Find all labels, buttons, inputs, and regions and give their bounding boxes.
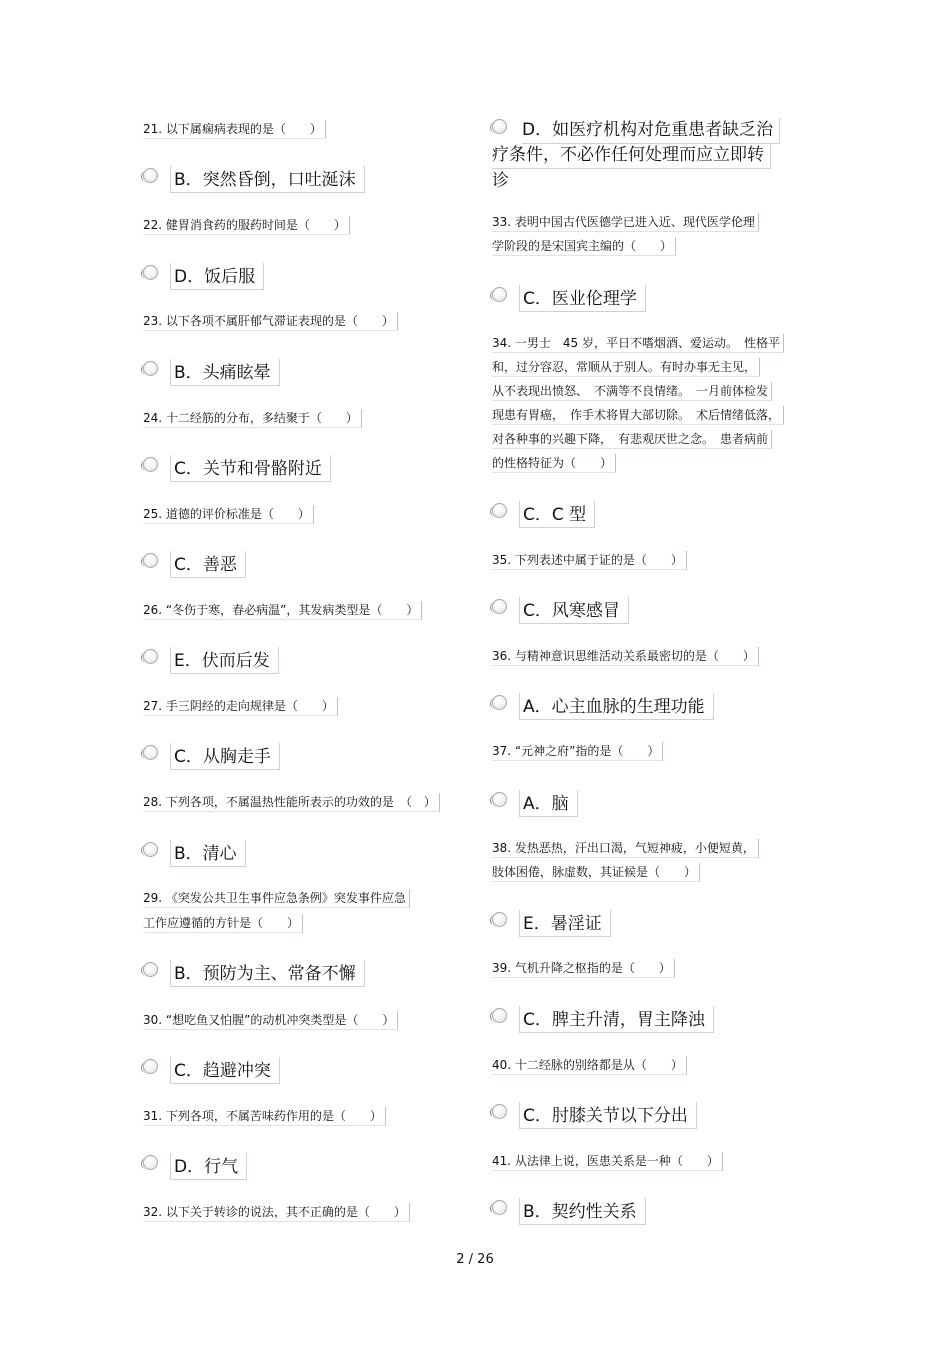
radio-icon[interactable] bbox=[492, 119, 507, 134]
answer-label: D．行气 bbox=[170, 1153, 247, 1180]
question-29-line-2: 工作应遵循的方针是（ ） bbox=[143, 914, 303, 933]
radio-icon[interactable] bbox=[492, 599, 507, 614]
answer-32-text-2 bbox=[492, 143, 771, 194]
answer-label: B．预防为主、常备不懈 bbox=[170, 960, 365, 987]
question-34-line-5: 对各种事的兴趣下降， 有悲观厌世之念。 患者病前 bbox=[492, 430, 772, 449]
answer-28[interactable] bbox=[143, 837, 246, 867]
radio-icon[interactable] bbox=[143, 265, 158, 280]
question-26: 26. “冬伤于寒，春必病温”，其发病类型是（ ） bbox=[143, 601, 422, 620]
answer-line: D．如医疗机构对危重患者缺乏治 bbox=[522, 118, 780, 144]
question-27: 27. 手三阴经的走向规律是（ ） bbox=[143, 697, 338, 716]
answer-33[interactable] bbox=[492, 282, 646, 312]
radio-icon[interactable] bbox=[492, 792, 507, 807]
answer-label: C．脾主升清，胃主降浊 bbox=[519, 1006, 714, 1033]
radio-icon[interactable] bbox=[143, 649, 158, 664]
answer-41[interactable] bbox=[492, 1195, 646, 1225]
answer-label: C．从胸走手 bbox=[170, 743, 280, 770]
answer-line: 诊 bbox=[492, 171, 509, 191]
answer-label: C．善恶 bbox=[170, 551, 246, 578]
answer-label: A．心主血脉的生理功能 bbox=[519, 693, 714, 720]
answer-24[interactable] bbox=[143, 452, 331, 482]
answer-label: D．饭后服 bbox=[170, 263, 264, 290]
question-34-line-2: 和，过分容忍，常顺从于别人。有时办事无主见， bbox=[492, 358, 760, 377]
answer-label: C．关节和骨骼附近 bbox=[170, 455, 331, 482]
question-23: 23. 以下各项不属肝郁气滞证表现的是（ ） bbox=[143, 312, 398, 331]
radio-icon[interactable] bbox=[492, 695, 507, 710]
radio-icon[interactable] bbox=[492, 1200, 507, 1215]
answer-25[interactable] bbox=[143, 548, 246, 578]
question-31: 31. 下列各项，不属苦味药作用的是（ ） bbox=[143, 1107, 386, 1126]
question-39: 39. 气机升降之枢指的是（ ） bbox=[492, 959, 675, 978]
answer-37[interactable] bbox=[492, 787, 578, 817]
answer-30[interactable] bbox=[143, 1054, 280, 1084]
page-number: 2 / 26 bbox=[456, 1252, 494, 1267]
answer-label: B．契约性关系 bbox=[519, 1198, 646, 1225]
answer-21[interactable] bbox=[143, 163, 365, 193]
radio-icon[interactable] bbox=[143, 1155, 158, 1170]
answer-36[interactable] bbox=[492, 690, 714, 720]
question-34-line-1: 34. 一男士 45 岁，平日不嗜烟酒、爱运动。 性格平 bbox=[492, 334, 784, 353]
question-25: 25. 道德的评价标准是（ ） bbox=[143, 505, 314, 524]
answer-label: C．医业伦理学 bbox=[519, 285, 646, 312]
question-33-line-1: 33. 表明中国古代医德学已进入近、现代医学伦理 bbox=[492, 213, 759, 232]
radio-icon[interactable] bbox=[492, 287, 507, 302]
question-34-line-4: 现患有胃癌， 作手术将胃大部切除。 术后情绪低落， bbox=[492, 406, 784, 425]
answer-label: C．C 型 bbox=[519, 501, 595, 528]
question-38-line-2: 肢体困倦，脉虚数，其证候是（ ） bbox=[492, 863, 700, 882]
answer-label: E．伏而后发 bbox=[170, 647, 279, 674]
radio-icon[interactable] bbox=[492, 1104, 507, 1119]
answer-label: B．突然昏倒，口吐涎沫 bbox=[170, 166, 365, 193]
answer-label: E．暑淫证 bbox=[519, 910, 611, 937]
answer-26[interactable] bbox=[143, 644, 279, 674]
answer-23[interactable] bbox=[143, 356, 280, 386]
question-21: 21. 以下属痫病表现的是（ ） bbox=[143, 120, 326, 139]
question-40: 40. 十二经脉的别络都是从（ ） bbox=[492, 1056, 687, 1075]
answer-29[interactable] bbox=[143, 957, 365, 987]
answer-32[interactable] bbox=[492, 110, 519, 136]
answer-39[interactable] bbox=[492, 1003, 714, 1033]
radio-icon[interactable] bbox=[143, 553, 158, 568]
answer-22[interactable] bbox=[143, 260, 264, 290]
answer-34[interactable] bbox=[492, 498, 595, 528]
question-41: 41. 从法律上说，医患关系是一种（ ） bbox=[492, 1152, 723, 1171]
answer-32-text bbox=[522, 118, 780, 144]
answer-label: C．肘膝关节以下分出 bbox=[519, 1102, 697, 1129]
answer-label: B．清心 bbox=[170, 840, 246, 867]
radio-icon[interactable] bbox=[492, 912, 507, 927]
radio-icon[interactable] bbox=[143, 457, 158, 472]
question-33-line-2: 学阶段的是宋国宾主编的（ ） bbox=[492, 237, 676, 256]
question-34-line-6: 的性格特征为（ ） bbox=[492, 454, 616, 473]
question-32: 32. 以下关于转诊的说法，其不正确的是（ ） bbox=[143, 1203, 410, 1222]
question-34-line-3: 从不表现出愤怒、 不满等不良情绪。 一月前体检发 bbox=[492, 382, 772, 401]
question-24: 24. 十二经筋的分布，多结聚于（ ） bbox=[143, 409, 362, 428]
radio-icon[interactable] bbox=[143, 745, 158, 760]
question-22: 22. 健胃消食药的服药时间是（ ） bbox=[143, 216, 350, 235]
question-36: 36. 与精神意识思维活动关系最密切的是（ ） bbox=[492, 647, 759, 666]
radio-icon[interactable] bbox=[143, 1059, 158, 1074]
answer-label: C．风寒感冒 bbox=[519, 597, 629, 624]
radio-icon[interactable] bbox=[143, 842, 158, 857]
answer-31[interactable] bbox=[143, 1150, 247, 1180]
radio-icon[interactable] bbox=[143, 168, 158, 183]
answer-35[interactable] bbox=[492, 594, 629, 624]
answer-line: 疗条件，不必作任何处理而应立即转 bbox=[492, 143, 771, 169]
question-28: 28. 下列各项，不属温热性能所表示的功效的是 （ ） bbox=[143, 793, 440, 812]
radio-icon[interactable] bbox=[143, 361, 158, 376]
question-29-line-1: 29. 《突发公共卫生事件应急条例》突发事件应急 bbox=[143, 889, 410, 908]
question-35: 35. 下列表述中属于证的是（ ） bbox=[492, 551, 687, 570]
radio-icon[interactable] bbox=[492, 1008, 507, 1023]
answer-38[interactable] bbox=[492, 907, 611, 937]
question-30: 30. “想吃鱼又怕腥”的动机冲突类型是（ ） bbox=[143, 1011, 398, 1030]
answer-label: C．趋避冲突 bbox=[170, 1057, 280, 1084]
radio-icon[interactable] bbox=[492, 503, 507, 518]
radio-icon[interactable] bbox=[143, 962, 158, 977]
question-37: 37. “元神之府”指的是（ ） bbox=[492, 742, 663, 761]
answer-40[interactable] bbox=[492, 1099, 697, 1129]
answer-27[interactable] bbox=[143, 740, 280, 770]
answer-label: A．脑 bbox=[519, 790, 578, 817]
answer-label: B．头痛眩晕 bbox=[170, 359, 280, 386]
question-38-line-1: 38. 发热恶热，汗出口渴，气短神疲，小便短黄， bbox=[492, 839, 759, 858]
